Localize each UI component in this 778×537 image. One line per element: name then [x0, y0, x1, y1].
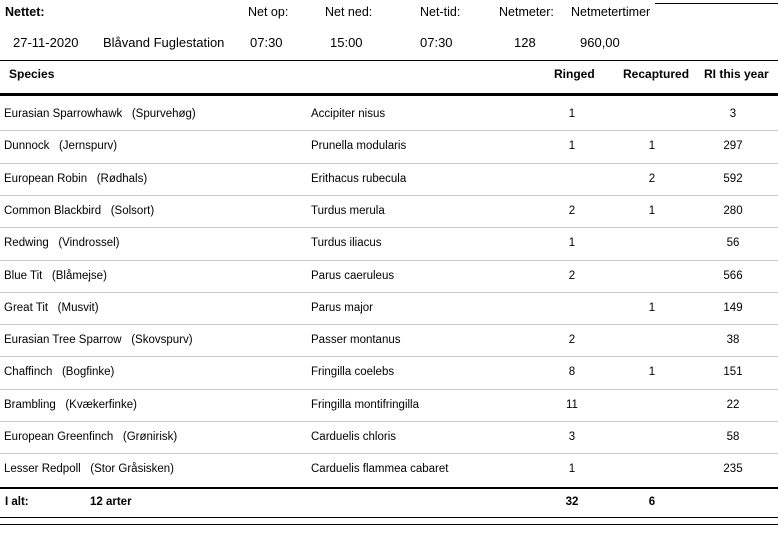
ringed-count: 2	[568, 269, 576, 282]
bottom-rule-1	[0, 517, 778, 518]
species-latin: Parus caeruleus	[311, 269, 395, 282]
ri-this-year-count: 56	[726, 237, 740, 250]
ringed-count: 1	[568, 140, 576, 153]
net-tid-label: Net-tid:	[420, 5, 461, 19]
table-row	[0, 389, 778, 421]
net-tid-value: 07:30	[420, 35, 453, 50]
col-recaptured: Recaptured	[623, 67, 690, 81]
totals-rule	[0, 487, 778, 489]
table-row	[0, 130, 778, 162]
species-latin: Turdus merula	[311, 204, 385, 217]
species-name: Brambling (Kvækerfinke)	[4, 398, 137, 411]
ringed-count: 1	[568, 108, 576, 120]
table-row	[0, 292, 778, 324]
species-name: Eurasian Tree Sparrow (Skovspurv)	[4, 334, 193, 347]
date-value: 27-11-2020	[13, 35, 79, 50]
species-latin: Carduelis flammea cabaret	[311, 463, 449, 476]
col-species: Species	[9, 67, 55, 81]
recaptured-count: 2	[648, 172, 656, 185]
totals-recaptured: 6	[648, 496, 656, 508]
ringed-count: 3	[568, 431, 576, 443]
ringed-count: 8	[568, 366, 576, 379]
species-latin: Passer montanus	[311, 334, 401, 347]
ri-this-year-count: 280	[723, 204, 743, 217]
species-latin: Erithacus rubecula	[311, 172, 407, 185]
col-ringed: Ringed	[554, 67, 595, 81]
species-name: European Greenfinch (Grønirisk)	[4, 431, 178, 443]
ri-this-year-count: 235	[723, 463, 743, 476]
bottom-rule-2	[0, 524, 778, 525]
ri-this-year-count: 38	[726, 334, 740, 347]
net-ned-label: Net ned:	[325, 5, 373, 19]
net-ned-value: 15:00	[330, 35, 363, 50]
netmeter-label: Netmeter:	[499, 5, 554, 19]
species-latin: Parus major	[311, 301, 373, 314]
recaptured-count: 1	[648, 140, 656, 153]
table-row	[0, 163, 778, 195]
netmeter-value: 128	[514, 35, 536, 50]
species-name: Common Blackbird (Solsort)	[4, 204, 155, 217]
ringed-count: 1	[568, 463, 576, 476]
species-latin: Accipiter nisus	[311, 108, 386, 120]
ri-this-year-count: 297	[723, 140, 743, 153]
ri-this-year-count: 151	[723, 366, 743, 379]
species-latin: Prunella modularis	[311, 140, 407, 153]
species-name: Lesser Redpoll (Stor Gråsisken)	[4, 463, 175, 476]
table-row	[0, 260, 778, 292]
netmetertimer-label: Netmetertimer	[571, 5, 651, 19]
table-row	[0, 421, 778, 453]
ringed-count: 1	[568, 237, 576, 250]
net-op-value: 07:30	[250, 35, 283, 50]
species-latin: Fringilla coelebs	[311, 366, 395, 379]
recaptured-count: 1	[648, 204, 656, 217]
column-header-rule	[0, 93, 778, 96]
table-row	[0, 195, 778, 227]
species-name: Dunnock (Jernspurv)	[4, 140, 118, 153]
table-row	[0, 98, 778, 130]
ri-this-year-count: 3	[729, 108, 737, 120]
species-name: European Robin (Rødhals)	[4, 172, 148, 185]
station-value: Blåvand Fuglestation	[103, 35, 225, 50]
species-name: Eurasian Sparrowhawk (Spurvehøg)	[4, 108, 196, 120]
netmetertimer-value: 960,00	[580, 35, 620, 50]
recaptured-count: 1	[648, 366, 656, 379]
table-row	[0, 453, 778, 485]
species-name: Blue Tit (Blåmejse)	[4, 269, 107, 282]
species-name: Great Tit (Musvit)	[4, 301, 99, 314]
ri-this-year-count: 566	[723, 269, 743, 282]
table-row	[0, 227, 778, 259]
ri-this-year-count: 592	[723, 172, 743, 185]
ringed-count: 2	[568, 204, 576, 217]
recaptured-count: 1	[648, 301, 656, 314]
species-name: Chaffinch (Bogfinke)	[4, 366, 115, 379]
table-row	[0, 324, 778, 356]
ri-this-year-count: 58	[726, 431, 740, 443]
table-row	[0, 356, 778, 388]
ringed-count: 11	[566, 398, 578, 411]
col-ri-this-year: RI this year	[704, 67, 769, 81]
species-latin: Carduelis chloris	[311, 431, 397, 443]
species-name: Redwing (Vindrossel)	[4, 237, 120, 250]
header-rule	[0, 60, 778, 61]
ri-this-year-count: 149	[723, 301, 743, 314]
nettet-label: Nettet:	[5, 5, 45, 19]
species-latin: Fringilla montifringilla	[311, 398, 420, 411]
totals-arter: 12 arter	[90, 496, 132, 508]
totals-ringed: 32	[565, 496, 579, 508]
ri-this-year-count: 22	[726, 398, 740, 411]
top-rule	[655, 3, 778, 4]
species-latin: Turdus iliacus	[311, 237, 382, 250]
ringed-count: 2	[568, 334, 576, 347]
totals-label: I alt:	[5, 496, 29, 508]
net-op-label: Net op:	[248, 5, 289, 19]
